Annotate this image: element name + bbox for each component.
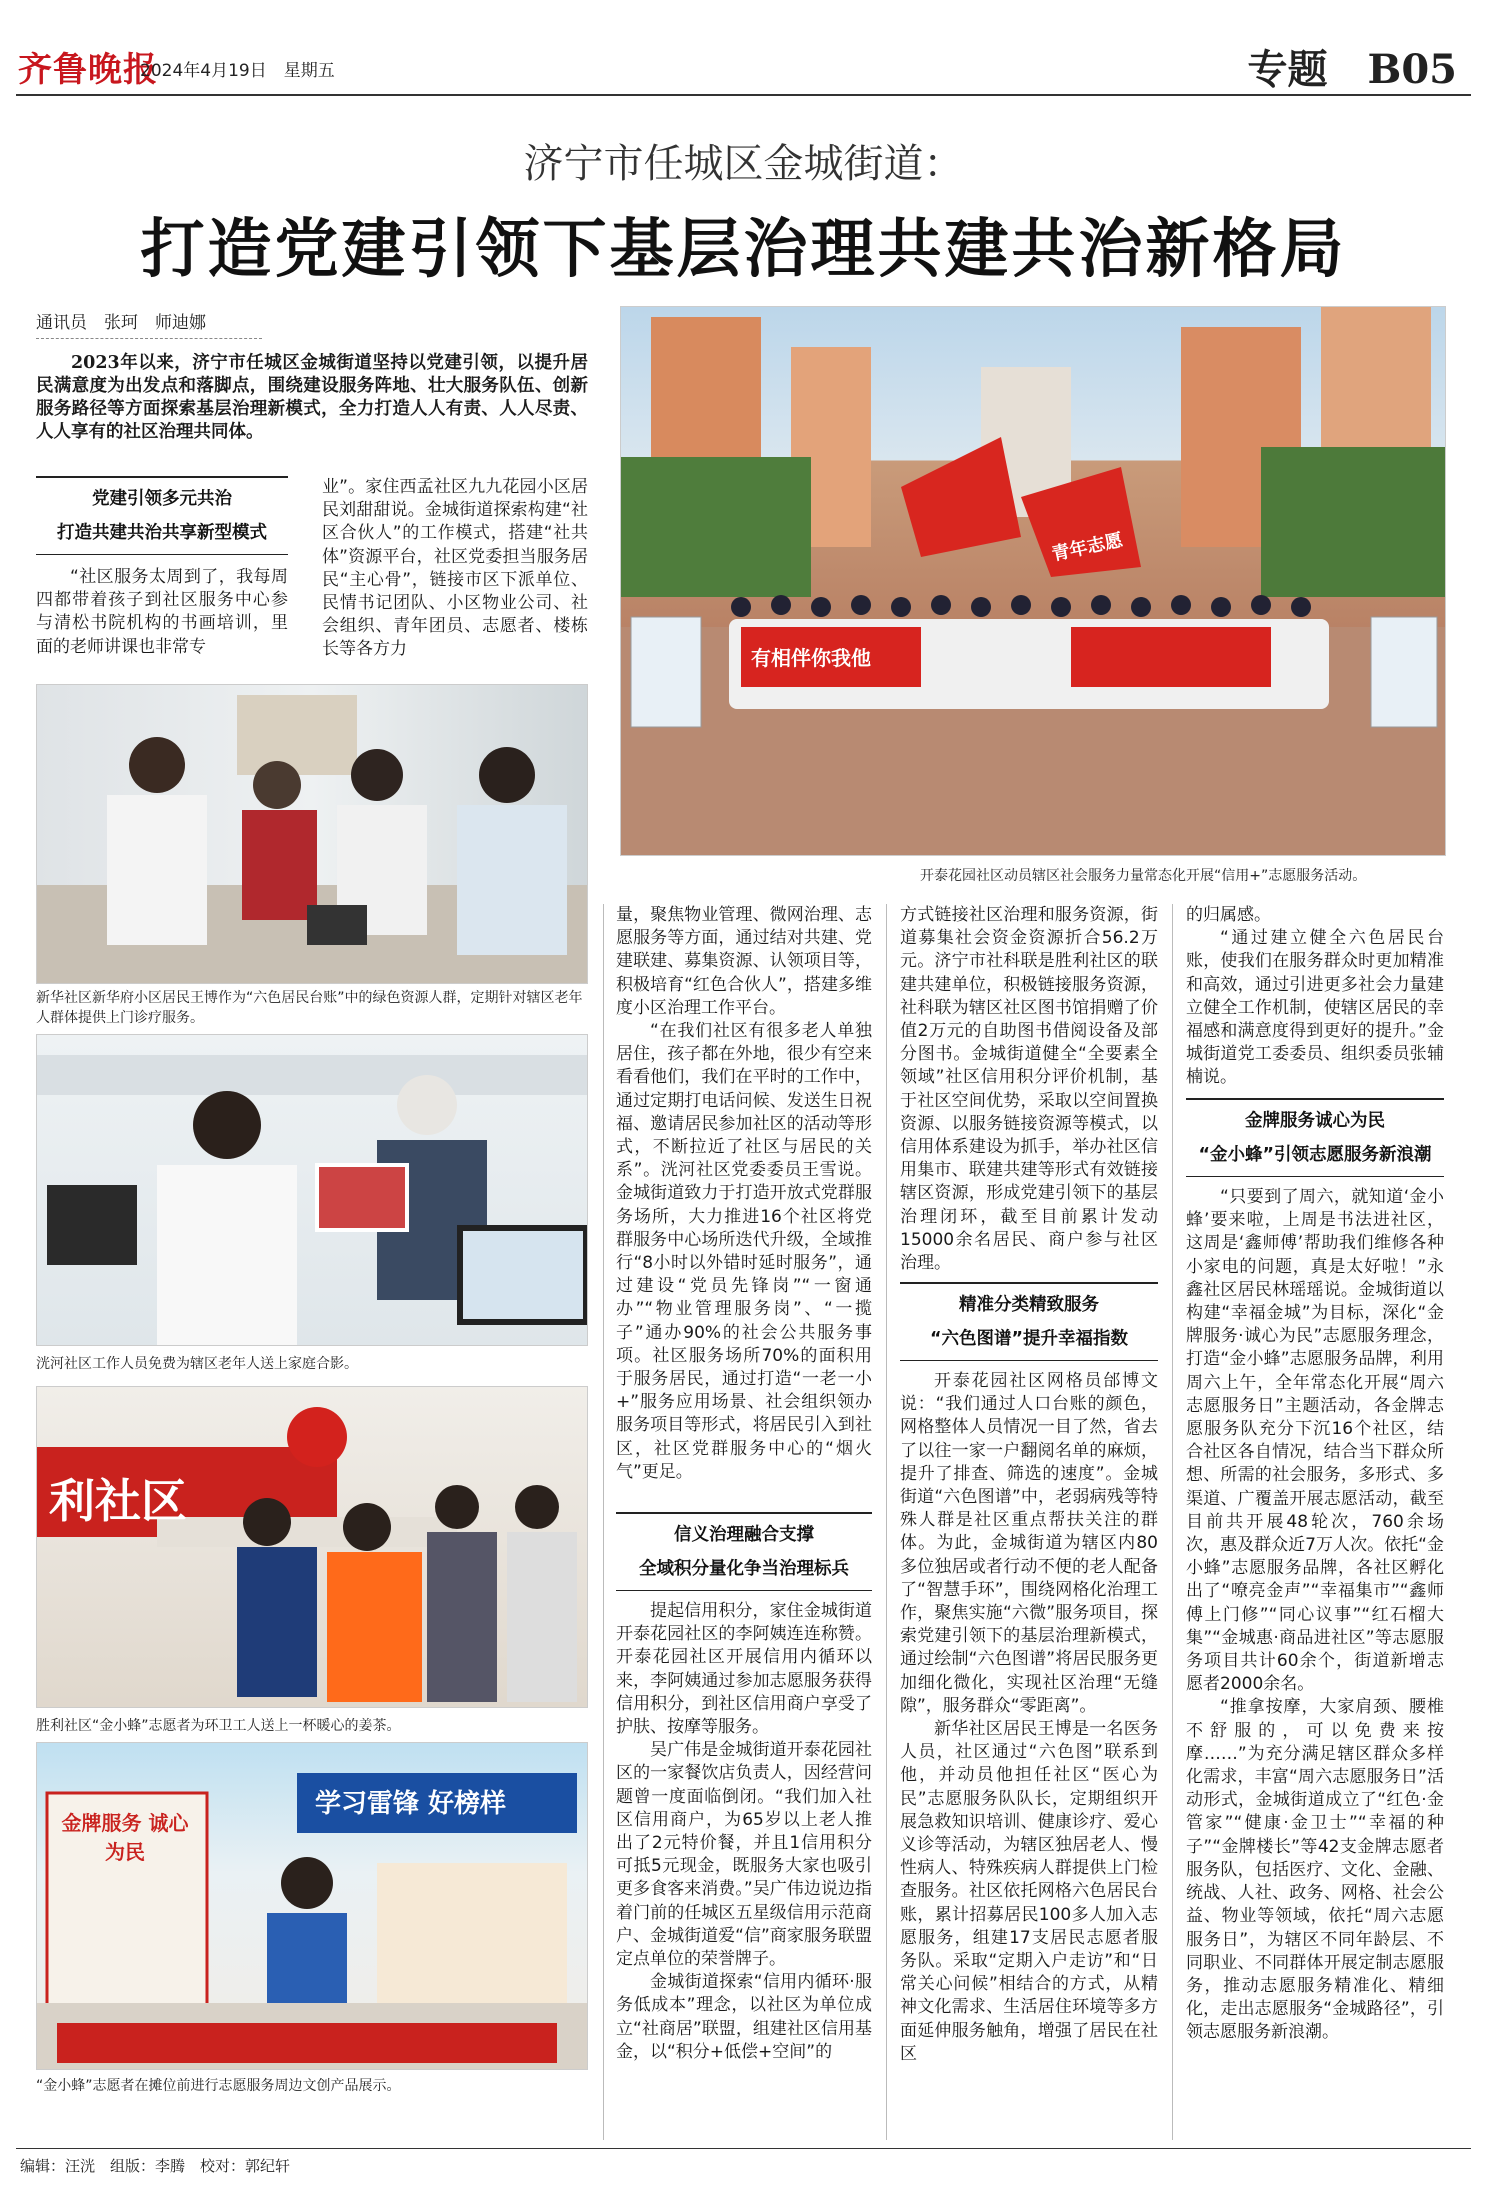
column-b-top: 业”。家住西孟社区九九花园小区居民刘甜甜说。金城街道探索构建“社区合伙人”的工作模式，搭建“社共体”资源平台，社区党委担当服务居民“主心骨”，链接市区下派单位、民情书记团队、小区物业公司、社会组织、青年团员、志愿者、楼栋长等各方力 <box>322 477 588 660</box>
masthead-rule <box>16 94 1471 96</box>
home-clinic-art <box>37 685 588 984</box>
lead-paragraph <box>36 352 588 444</box>
section1-title1: 党建引领多元共治 <box>92 489 232 509</box>
section4-heading <box>1186 1098 1444 1177</box>
photo-group-volunteers <box>620 306 1446 856</box>
section2-heading <box>616 1512 872 1591</box>
photo-family-portrait <box>36 1034 588 1346</box>
photo-volunteer-booth <box>36 1742 588 2070</box>
headline: 打造党建引领下基层治理共建共治新格局 <box>140 212 1347 287</box>
footer-rule <box>16 2148 1471 2149</box>
column-e: 的归属感。 “通过建立健全六色居民台账，使我们在服务群众时更加精准和高效，通过引进更多社会力量建立健全工作机制，使辖区居民的幸福感和满意度得到更好的提升。”金城街道党工委委员、组织委员张辅楠说。 <box>1186 905 1444 1088</box>
photo-ginger-tea <box>36 1386 588 1708</box>
section1-heading <box>36 476 288 555</box>
date-text: 2024年4月19日 <box>140 61 267 81</box>
family-portrait-art <box>37 1035 588 1346</box>
photo3-caption: 洸河社区工作人员免费为辖区老年人送上家庭合影。 <box>36 1356 358 1372</box>
column-e2: “只要到了周六，就知道‘金小蜂’要来啦，上周是书法进社区，这周是‘鑫师傅’帮助我们维修各种小家电的问题，真是太好啦！”永鑫社区居民林瑶瑶说。金城街道以构建“幸福金城”为目标，深化“金牌服务·诚心为民”志愿服务理念，打造“金小蜂”志愿服务品牌，利用周六上午，全年常态化开展“周六志愿服务日”主题活动，各金牌志愿服务队充分下沉16个社区，结合社区各自情况，结合当下群众所想、所需的社会服务，多形式、多渠道、广覆盖开展志愿活动，截至目前共开展48轮次，760余场次，惠及群众近7万人次。依托“金小蜂”志愿服务品牌，各社区孵化出了“嘹亮金声”“幸福集市”“鑫师傅上门修”“同心议事”“红石榴大集”“金城惠·商品进社区”等志愿服务项目共计60余个，街道新增志愿者2000余名。 “推拿按摩，大家肩颈、腰椎不舒服的，可以免费来按摩……”为充分满足辖区群众多样化需求，丰富“周六志愿服务日”活动形式，金城街道成立了“红色·金管家”“健康·金卫士”“幸福的种子”“金牌楼长”等42支金牌志愿者服务队，包括医疗、文化、金融、统战、人社、政务、网格、社会公益、物业等领域，依托“周六志愿服务日”，为辖区不同年龄层、不同职业、不同群体开展定制志愿服务，推动志愿服务精准化、精细化，走出志愿服务“金城路径”，引领志愿服务新浪潮。 <box>1186 1187 1444 2043</box>
section1-title2: 打造共建共治共享新型模式 <box>57 523 267 543</box>
board-text: 金牌服务 诚心为民 <box>61 1811 189 1864</box>
photo2-caption: 新华社区新华府小区居民王博作为“六色居民台账”中的绿色资源人群，定期针对辖区老年人群体提供上门诊疗服务。 <box>36 990 583 1026</box>
section3-title1: 精准分类精致服务 <box>959 1295 1099 1315</box>
issue-date <box>140 56 335 81</box>
section3-heading <box>900 1282 1158 1361</box>
banner-right-text: 青年志愿 <box>1049 529 1125 566</box>
footer-credits: 编辑：汪洸 组版：李腾 校对：郭纪轩 <box>20 2157 291 2175</box>
community-sign-text: 利社区 <box>49 1474 187 1528</box>
page-number: B05 <box>1367 46 1457 93</box>
section3-title2: “六色图谱”提升幸福指数 <box>929 1329 1128 1349</box>
ginger-tea-art <box>37 1387 588 1708</box>
column-divider <box>1172 904 1173 2140</box>
banner-lei-feng-text: 学习雷锋 好榜样 <box>315 1789 507 1819</box>
photo1-caption: 开泰花园社区动员辖区社会服务力量常态化开展“信用+”志愿服务活动。 <box>920 868 1367 884</box>
section2-title2: 全域积分量化争当治理标兵 <box>639 1559 849 1579</box>
column-d2: 开泰花园社区网格员邰博文说：“我们通过人口台账的颜色，网格整体人员情况一目了然，省去了以往一家一户翻阅名单的麻烦，提升了排查、筛选的速度”。金城街道“六色图谱”中，老弱病残等特殊人群是社区重点帮扶关注的群体。为此，金城街道为辖区内80多位独居或者行动不便的老人配备了“智慧手环”，围绕网格化治理工作，聚焦实施“六微”服务项目，探索党建引领下的基层治理新模式，通过绘制“六色图谱”将居民服务更加细化微化，实现社区治理“无缝隙”，服务群众“零距离”。 新华社区居民王博是一名医务人员，社区通过“六色图”联系到他，并动员他担任社区“医心为民”志愿服务队队长，定期组织开展急救知识培训、健康诊疗、爱心义诊等活动，为辖区独居老人、慢性病人、特殊疾病人群提供上门检查服务。社区依托网格六色居民台账，累计招募居民100多人加入志愿服务，组建17支居民志愿者服务队。采取“定期入户走访”和“日常关心问候”相结合的方式，从精神文化需求、生活居住环境等多方面延伸服务触角，增强了居民在社区 <box>900 1371 1158 2064</box>
section-label <box>1248 38 1457 95</box>
photo-home-clinic <box>36 684 588 984</box>
column-divider <box>603 904 604 2140</box>
newspaper-logo: 齐鲁晚报 <box>18 50 158 90</box>
section4-title2: “金小蜂”引领志愿服务新浪潮 <box>1198 1145 1432 1165</box>
kicker: 济宁市任城区金城街道： <box>523 141 964 187</box>
column-a-top: “社区服务太周到了，我每周四都带着孩子到社区服务中心参与清松书院机构的书画培训，里面的老师讲课也非常专 <box>36 567 288 657</box>
photo5-caption: “金小蜂”志愿者在摊位前进行志愿服务周边文创产品展示。 <box>36 2078 401 2094</box>
column-c2: 提起信用积分，家住金城街道开泰花园社区的李阿姨连连称赞。开泰花园社区开展信用内循环以来，李阿姨通过参加志愿服务获得信用积分，到社区信用商户享受了护肤、按摩等服务。 吴广伟是金城街道开泰花园社区的一家餐饮店负责人，因经营问题曾一度面临倒闭。“我们加入社区信用商户，为65岁以上老人推出了2元特价餐，并且1信用积分可抵5元现金，既服务大家也吸引更多食客来消费。”吴广伟边说边指着门前的任城区五星级信用示范商户、金城街道爱“信”商家服务联盟定点单位的荣誉牌子。 金城街道探索“信用内循环·服务低成本”理念，以社区为单位成立“社商居”联盟，组建社区信用基金，以“积分+低偿+空间”的 <box>616 1601 872 2062</box>
section-name: 专题 <box>1247 46 1328 93</box>
byline: 通讯员 张珂 师迪娜 <box>36 313 206 333</box>
photo4-caption: 胜利社区“金小蜂”志愿者为环卫工人送上一杯暖心的姜茶。 <box>36 1718 401 1734</box>
weekday-text: 星期五 <box>283 61 335 81</box>
group-photo-art <box>621 307 1446 856</box>
column-d: 方式链接社区治理和服务资源，街道募集社会资金资源折合56.2万元。济宁市社科联是胜利社区的联建共建单位，积极链接服务资源，社科联为辖区社区图书馆捐赠了价值2万元的自助图书借阅设备及部分图书。金城街道健全“全要素全领域”社区信用积分评价机制，基于社区空间优势，采取以空间置换资源、以服务链接资源等模式，以信用体系建设为抓手，举办社区信用集市、联建共建等形式有效链接辖区资源，形成党建引领下的基层治理闭环，截至目前累计发动15000余名居民、商户参与社区治理。 <box>900 905 1158 1272</box>
banner-left-text: 有相伴你我他 <box>751 646 871 670</box>
byline-rule <box>36 338 262 339</box>
column-divider <box>886 904 887 2140</box>
section2-title1: 信义治理融合支撑 <box>674 1525 814 1545</box>
column-c: 量，聚焦物业管理、微网治理、志愿服务等方面，通过结对共建、党建联建、募集资源、认领项目等，积极培育“红色合伙人”，搭建多维度小区治理工作平台。 “在我们社区有很多老人单独居住，孩子都在外地，很少有空来看看他们，我们在平时的工作中，通过定期打电话问候、发送生日祝福、邀请居民参加社区的活动等形式，不断拉近了社区与居民的关系”。洸河社区党委委员王雪说。金城街道致力于打造开放式党群服务场所，大力推进16个社区将党群服务中心场所迭代升级，全域推行“8小时以外错时延时服务”，通过建设“党员先锋岗”“一窗通办”“物业管理服务岗”、“一揽子”通办90%的社会公共服务事项。社区服务场所70%的面积用于服务居民，通过打造“一老一小+”服务应用场景、社会组织领办服务项目等形式，将居民引入到社区，社区党群服务中心的“烟火气”更足。 <box>616 905 872 1482</box>
lead-text: 2023年以来，济宁市任城区金城街道坚持以党建引领，以提升居民满意度为出发点和落脚点，围绕建设服务阵地、壮大服务队伍、创新服务路径等方面探索基层治理新模式，全力打造人人有责、人人尽责、人人享有的社区治理共同体。 <box>36 353 588 442</box>
section4-title1: 金牌服务诚心为民 <box>1245 1111 1385 1131</box>
